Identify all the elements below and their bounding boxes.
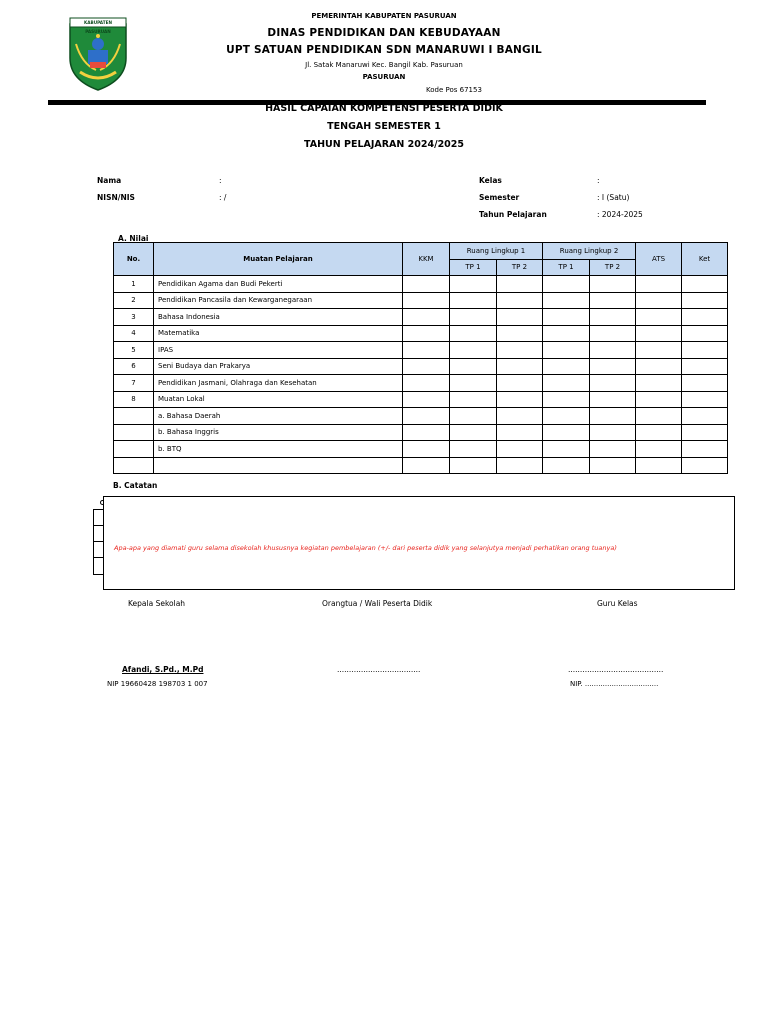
col-header-tp2-scope2: TP 2 bbox=[590, 259, 636, 276]
tp2-cell[interactable] bbox=[497, 424, 543, 441]
row-number: 4 bbox=[114, 325, 154, 342]
row-number: 6 bbox=[114, 358, 154, 375]
report-year: TAHUN PELAJARAN 2024/2025 bbox=[303, 139, 465, 150]
tp2-cell[interactable] bbox=[497, 457, 543, 474]
ats-cell[interactable] bbox=[636, 309, 682, 326]
tp2-scope2-cell[interactable] bbox=[590, 424, 636, 441]
tp1-scope2-cell[interactable] bbox=[543, 408, 590, 425]
kkm-cell[interactable] bbox=[403, 276, 450, 293]
teacher-signature-line: ........................................ bbox=[568, 665, 664, 674]
row-number bbox=[114, 408, 154, 425]
tp1-scope2-cell[interactable] bbox=[543, 342, 590, 359]
col-header-ket: Ket bbox=[682, 243, 728, 276]
logo-banner-text: KABUPATEN PASURUAN bbox=[84, 20, 112, 34]
row-subject: b. BTQ bbox=[154, 441, 403, 458]
row-subject: Bahasa Indonesia bbox=[154, 309, 403, 326]
tp1-cell[interactable] bbox=[450, 276, 497, 293]
tp1-scope2-cell[interactable] bbox=[543, 391, 590, 408]
row-subject: Seni Budaya dan Prakarya bbox=[154, 358, 403, 375]
class-label: Kelas bbox=[479, 176, 502, 185]
kkm-cell[interactable] bbox=[403, 292, 450, 309]
tp1-scope2-cell[interactable] bbox=[543, 309, 590, 326]
tp2-cell[interactable] bbox=[497, 325, 543, 342]
kkm-cell[interactable] bbox=[403, 424, 450, 441]
tp1-cell[interactable] bbox=[450, 358, 497, 375]
tp2-scope2-cell[interactable] bbox=[590, 375, 636, 392]
ket-cell[interactable] bbox=[682, 325, 728, 342]
row-number: 3 bbox=[114, 309, 154, 326]
col-header-scope-1: Ruang Lingkup 1 bbox=[450, 243, 543, 260]
row-subject bbox=[154, 457, 403, 474]
table-row bbox=[114, 441, 728, 458]
ket-cell[interactable] bbox=[682, 457, 728, 474]
ket-cell[interactable] bbox=[682, 375, 728, 392]
teacher-nip: NIP. ................................. bbox=[570, 680, 659, 688]
name-value: : bbox=[219, 176, 222, 185]
table-row bbox=[114, 342, 728, 359]
notes-box[interactable] bbox=[103, 496, 735, 590]
ats-cell[interactable] bbox=[636, 342, 682, 359]
tp2-cell[interactable] bbox=[497, 391, 543, 408]
row-number: 5 bbox=[114, 342, 154, 359]
tp2-cell[interactable] bbox=[497, 375, 543, 392]
kkm-cell[interactable] bbox=[403, 358, 450, 375]
table-row bbox=[114, 309, 728, 326]
report-semester: TENGAH SEMESTER 1 bbox=[327, 121, 441, 132]
tp1-cell[interactable] bbox=[450, 292, 497, 309]
tp1-cell[interactable] bbox=[450, 457, 497, 474]
tp2-scope2-cell[interactable] bbox=[590, 309, 636, 326]
kkm-cell[interactable] bbox=[403, 375, 450, 392]
year-value: : 2024-2025 bbox=[597, 210, 643, 219]
tp2-scope2-cell[interactable] bbox=[590, 342, 636, 359]
row-number: 8 bbox=[114, 391, 154, 408]
ket-cell[interactable] bbox=[682, 391, 728, 408]
class-value: : bbox=[597, 176, 600, 185]
ket-cell[interactable] bbox=[682, 342, 728, 359]
report-title: HASIL CAPAIAN KOMPETENSI PESERTA DIDIK bbox=[265, 103, 503, 114]
row-number bbox=[114, 424, 154, 441]
row-number bbox=[114, 457, 154, 474]
school-city: PASURUAN bbox=[362, 73, 406, 81]
nisn-value: : / bbox=[219, 193, 227, 202]
kkm-cell[interactable] bbox=[403, 342, 450, 359]
ats-cell[interactable] bbox=[636, 457, 682, 474]
col-header-kkm: KKM bbox=[403, 243, 450, 276]
ket-cell[interactable] bbox=[682, 441, 728, 458]
tp1-cell[interactable] bbox=[450, 375, 497, 392]
row-subject: Muatan Lokal bbox=[154, 391, 403, 408]
semester-label: Semester bbox=[479, 193, 520, 202]
ats-cell[interactable] bbox=[636, 325, 682, 342]
tp1-scope2-cell[interactable] bbox=[543, 441, 590, 458]
semester-value: : I (Satu) bbox=[597, 193, 630, 202]
row-number: 7 bbox=[114, 375, 154, 392]
ats-cell[interactable] bbox=[636, 375, 682, 392]
tp2-scope2-cell[interactable] bbox=[590, 441, 636, 458]
col-header-ats: ATS bbox=[636, 243, 682, 276]
tp1-cell[interactable] bbox=[450, 342, 497, 359]
table-row bbox=[114, 292, 728, 309]
table-row bbox=[114, 375, 728, 392]
col-header-subject: Muatan Pelajaran bbox=[154, 243, 403, 276]
table-row bbox=[114, 457, 728, 474]
parent-signature-line: ................................... bbox=[337, 665, 421, 674]
table-row bbox=[114, 424, 728, 441]
ats-cell[interactable] bbox=[636, 441, 682, 458]
tp2-cell[interactable] bbox=[497, 309, 543, 326]
tp2-cell[interactable] bbox=[497, 441, 543, 458]
headmaster-nip: NIP 19660428 198703 1 007 bbox=[107, 680, 208, 688]
row-subject: Pendidikan Jasmani, Olahraga dan Kesehatan bbox=[154, 375, 403, 392]
ats-cell[interactable] bbox=[636, 391, 682, 408]
table-row bbox=[114, 325, 728, 342]
grades-table bbox=[113, 242, 728, 474]
kkm-cell[interactable] bbox=[403, 309, 450, 326]
tp2-scope2-cell[interactable] bbox=[590, 391, 636, 408]
government-name: PEMERINTAH KABUPATEN PASURUAN bbox=[311, 12, 457, 20]
kkm-cell[interactable] bbox=[403, 457, 450, 474]
tp2-scope2-cell[interactable] bbox=[590, 408, 636, 425]
year-label: Tahun Pelajaran bbox=[479, 210, 547, 219]
school-address: Jl. Satak Manaruwi Kec. Bangil Kab. Pasuruan bbox=[305, 61, 463, 69]
tp2-scope2-cell[interactable] bbox=[590, 358, 636, 375]
tp2-cell[interactable] bbox=[497, 408, 543, 425]
tp1-scope2-cell[interactable] bbox=[543, 292, 590, 309]
row-number bbox=[114, 441, 154, 458]
row-subject: Pendidikan Pancasila dan Kewarganegaraan bbox=[154, 292, 403, 309]
table-row bbox=[114, 408, 728, 425]
ket-cell[interactable] bbox=[682, 309, 728, 326]
kkm-cell[interactable] bbox=[403, 325, 450, 342]
tp1-cell[interactable] bbox=[450, 325, 497, 342]
table-row bbox=[114, 391, 728, 408]
tp1-scope2-cell[interactable] bbox=[543, 276, 590, 293]
tp2-scope2-cell[interactable] bbox=[590, 457, 636, 474]
col-header-tp1: TP 1 bbox=[450, 259, 497, 276]
table-row bbox=[114, 276, 728, 293]
col-header-scope-2: Ruang Lingkup 2 bbox=[543, 243, 636, 260]
nisn-label: NISN/NIS bbox=[97, 193, 135, 202]
kkm-cell[interactable] bbox=[403, 408, 450, 425]
tp1-cell[interactable] bbox=[450, 391, 497, 408]
tp1-cell[interactable] bbox=[450, 408, 497, 425]
headmaster-name: Afandi, S.Pd., M.Pd bbox=[122, 665, 204, 674]
ats-cell[interactable] bbox=[636, 424, 682, 441]
tp2-cell[interactable] bbox=[497, 292, 543, 309]
ats-cell[interactable] bbox=[636, 408, 682, 425]
tp2-cell[interactable] bbox=[497, 342, 543, 359]
table-row bbox=[114, 358, 728, 375]
tp2-scope2-cell[interactable] bbox=[590, 325, 636, 342]
row-subject: a. Bahasa Daerah bbox=[154, 408, 403, 425]
parent-label: Orangtua / Wali Peserta Didik bbox=[322, 599, 433, 608]
row-subject: IPAS bbox=[154, 342, 403, 359]
tp2-cell[interactable] bbox=[497, 276, 543, 293]
ket-cell[interactable] bbox=[682, 292, 728, 309]
ket-cell[interactable] bbox=[682, 358, 728, 375]
tp1-scope2-cell[interactable] bbox=[543, 424, 590, 441]
name-label: Nama bbox=[97, 176, 122, 185]
col-header-no: No. bbox=[114, 243, 154, 276]
ket-cell[interactable] bbox=[682, 276, 728, 293]
row-number: 1 bbox=[114, 276, 154, 293]
kkm-cell[interactable] bbox=[403, 391, 450, 408]
ket-cell[interactable] bbox=[682, 424, 728, 441]
row-subject: b. Bahasa Inggris bbox=[154, 424, 403, 441]
section-b-heading: B. Catatan bbox=[113, 481, 158, 490]
col-header-tp1-scope2: TP 1 bbox=[543, 259, 590, 276]
tp1-scope2-cell[interactable] bbox=[543, 375, 590, 392]
ats-cell[interactable] bbox=[636, 358, 682, 375]
ats-cell[interactable] bbox=[636, 292, 682, 309]
col-header-tp2: TP 2 bbox=[497, 259, 543, 276]
section-a-heading: A. Nilai bbox=[118, 234, 149, 243]
ats-cell[interactable] bbox=[636, 276, 682, 293]
tp1-scope2-cell[interactable] bbox=[543, 457, 590, 474]
tp1-cell[interactable] bbox=[450, 309, 497, 326]
tp2-scope2-cell[interactable] bbox=[590, 292, 636, 309]
kkm-cell[interactable] bbox=[403, 441, 450, 458]
row-subject: Matematika bbox=[154, 325, 403, 342]
school-name: UPT SATUAN PENDIDIKAN SDN MANARUWI I BANGIL bbox=[226, 44, 542, 56]
tp2-scope2-cell[interactable] bbox=[590, 276, 636, 293]
tp1-cell[interactable] bbox=[450, 424, 497, 441]
department-name: DINAS PENDIDIKAN DAN KEBUDAYAAN bbox=[267, 27, 501, 39]
row-subject: Pendidikan Agama dan Budi Pekerti bbox=[154, 276, 403, 293]
tp1-scope2-cell[interactable] bbox=[543, 325, 590, 342]
ket-cell[interactable] bbox=[682, 408, 728, 425]
postal-code: Kode Pos 67153 bbox=[426, 86, 482, 94]
tp2-cell[interactable] bbox=[497, 358, 543, 375]
notes-text: Apa-apa yang diamati guru selama disekolah khususnya kegiatan pembelajaran (+/- dari peserta didik yang selanjutya menjadi perhatikan orang tuanya) bbox=[114, 544, 617, 552]
tp1-scope2-cell[interactable] bbox=[543, 358, 590, 375]
tp1-cell[interactable] bbox=[450, 441, 497, 458]
row-number: 2 bbox=[114, 292, 154, 309]
teacher-label: Guru Kelas bbox=[597, 599, 638, 608]
headmaster-label: Kepala Sekolah bbox=[128, 599, 186, 608]
